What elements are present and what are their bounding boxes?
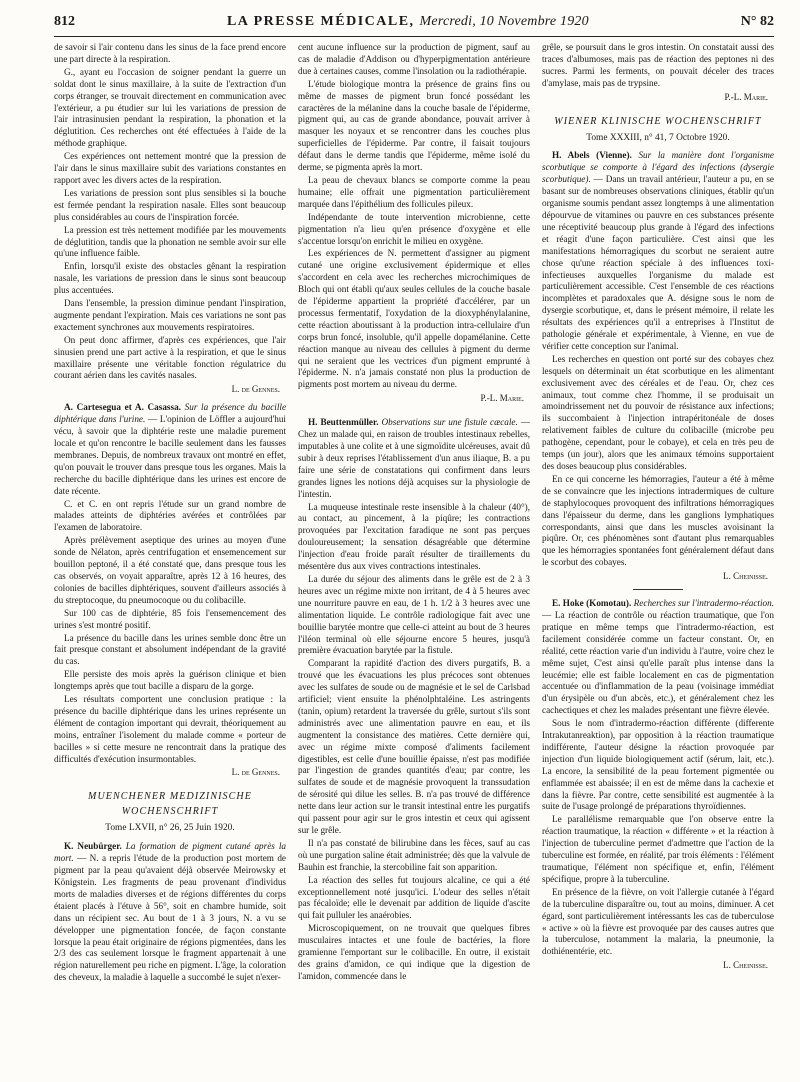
column-2 (298, 42, 530, 1072)
volume-line: Tome LXVII, n° 26, 25 Juin 1920. (105, 823, 235, 834)
paragraph: de savoir si l'air contenu dans les sinus de la face prend encore une part directe à la respiration. (54, 42, 286, 64)
columns (54, 42, 774, 1072)
article-text: — L'opinion de Löffler a aujourd'hui vécu, à savoir que la diphtérie reste une maladie purement locale et qu'on rencontre le bacille seulement dans les fausses membranes. Depuis, de nombreux travaux ont montré en effet, qu'on pouvait le trouver dans presque tous les organes. Mais la recherche du bacille diphtérique dans les urines est encore de date récente. (54, 414, 286, 496)
paragraph: Sur 100 cas de diphtérie, 85 fois l'ensemencement des urines s'est montré positif. (54, 607, 286, 630)
author-signature: L. Cheinisse. (723, 571, 768, 582)
issue-date: Mercredi, 10 Novembre 1920 (419, 14, 589, 29)
section-divider (633, 589, 683, 590)
article-title: Sur la manière dont l'organisme scorbutique se comporte à l'égard des infections (dysergie scorbutique). (542, 150, 774, 185)
article-title: Observations sur une fistule cæcale. (381, 417, 518, 428)
paragraph: La présence du bacille dans les urines semble donc être un fait presque constant et absolument indépendant de la gravité du cas. (54, 632, 286, 667)
paragraph: Ces expériences ont nettement montré que la pression de l'air dans le sinus maxillaire subit des variations constantes en rapport avec les divers actes de la respiration. (54, 151, 286, 185)
article-lead (54, 402, 286, 497)
journal-title: LA PRESSE MÉDICALE, (226, 14, 415, 29)
author-signature: L. de Gennes. (231, 384, 280, 395)
paragraph: L'étude biologique montra la présence de grains fins ou même de masses de pigment brun foncé possédant les caractères de la mélanine dans la couche basale de l'épiderme, pigment qui, au cas de grande abondance, pouvait arriver à masquer les noyaux et se rencontrer dans les couches plus superficielles de l'épiderme. Par contre, il faisait toujours défaut dans le derme tandis que l'épiderme, même isolé du derme, se pigmenta après la mort. (298, 78, 530, 173)
article-text: — N. a repris l'étude de la production post mortem de pigment par la peau qu'avaient déjà observée Meirowsky et Königstein. Les fragments de peau provenant d'individus morts de maladies diverses et de régions différentes du corps étaient placés à l'étuve à 56°, soit en chambre humide, soit dans un récipient sec. Au bout de 1 à 3 jours, N. a vu se développer une pigmentation foncée, de façon constante lorsque la peau était originaire de régions pigmentées, dans les 2/3 des cas seulement lorsque le fragment appartenait à une région naturellement peu riche en pigment. L'âge, la coloration des cheveux, la maladie à laquelle a succombé le sujet n'exer- (54, 853, 286, 983)
article-title: La formation de pigment cutané après la mort. (54, 841, 286, 864)
paragraph: La peau de chevaux blancs se comporte comme la peau humaine; elle offrait une pigmentation particulièrement marquée dans l'épithélium des follicules pileux. (298, 174, 530, 209)
author-signature: P.-L. Marie. (480, 393, 524, 404)
paragraph: G., ayant eu l'occasion de soigner pendant la guerre un soldat dont le sinus maxillaire, à la suite de l'extraction d'un corps étranger, se trouvait directement en communication avec l'extérieur, a pu étudier sur lui les variations de pression de l'air intrasinusien pendant la respiration, la phonation et la déglutition. Ces recherches ont été effectuées à l'aide de la méthode graphique. (54, 66, 286, 149)
paragraph: La réaction des selles fut toujours alcaline, ce qui a été exceptionnellement noté jusqu'ici. L'odeur des selles n'était pas fécaloïde; elle le devenait par addition de liquide d'ascite qui fait pulluler les anaérobies. (298, 874, 530, 921)
paragraph: Le parallélisme remarquable que l'on observe entre la réaction traumatique, la réaction « différente » et la réaction à l'injection de tuberculine permet d'admettre que l'action de la tuberculine est formée, en réalité, par trois éléments : l'élément traumatique, l'élément non spécifique et, enfin, l'élément spécifique, propre à la tuberculine. (542, 814, 774, 884)
article-title: Sur la présence du bacille diphtérique dans l'urine. (54, 402, 286, 425)
page-number: 812 (54, 14, 75, 29)
volume-line: Tome XXXIII, n° 41, 7 Octobre 1920. (586, 132, 730, 143)
paragraph: Dans l'ensemble, la pression diminue pendant l'inspiration, augmente pendant l'expiration. Mais ces variations ne sont pas exactement synchrones aux mouvements respiratoires. (54, 298, 286, 332)
journal-heading: MUENCHENER MEDIZINISCHE WOCHENSCHRIFT (88, 791, 252, 818)
paragraph: La durée du séjour des aliments dans le grêle est de 2 à 3 heures avec un régime mixte non irritant, de 4 à 5 heures avec une nourriture pauvre en eau, de 1 h. 1/2 à 3 heures avec une alimentation liquide. Le contrôle radiologique fait avec une bouillie barytée montre que celle-ci atteint au bout de 3 heures l'iléon terminal où elle séjourne encore 5 heures, jusqu'à première évacuation barytée par la fistule. (298, 573, 530, 656)
paragraph: Enfin, lorsqu'il existe des obstacles gênant la respiration nasale, les variations de pression dans le sinus sont beaucoup plus accentuées. (54, 261, 286, 296)
page-header (54, 14, 774, 37)
article-authors: K. Neubürger. (64, 841, 122, 852)
paragraph: Comparant la rapidité d'action des divers purgatifs, B. a trouvé que les évacuations les plus précoces sont obtenues avec les sulfates de soude ou de magnésie et le sel de Carlsbad artificiel; vient ensuite la phénolphtaléine. Les astringents (tanin, opium) retardent la traversée du grêle, surtout s'ils sont administrés avec une alimentation pauvre en eau, et ils augmentent la consistance des matières. Cette dernière qui, avec un régime mixte composé d'aliments facilement digestibles, est celle d'une bouillie épaisse, n'est pas modifiée par l'ingestion de grandes quantités d'eau; par contre, les sulfates de soude et de magnésie provoquent la transsudation de sérosité qui dilue les selles. B. n'a pas trouvé de différence nette dans leur action sur le transit intestinal entre les purgatifs qui passent pour agir sur le gros intestin et ceux qui agissent sur le grêle. (298, 658, 530, 835)
article-authors: A. Cartesegua et A. Casassa. (64, 402, 181, 413)
paragraph: Les variations de pression sont plus sensibles si la bouche est fermée pendant la respiration nasale. Elles sont beaucoup plus considérables au cours de l'inspiration forcée. (54, 187, 286, 222)
article-authors: E. Hoke (Komotau). (552, 598, 632, 609)
paragraph: En présence de la fièvre, on voit l'allergie cutanée à l'égard de la tuberculine disparaître ou, tout au moins, diminuer. A cet égard, sont particulièrement intéressants les cas de tuberculose « active » où la fièvre est provoquée par des causes autres que la tuberculose, notamment la malaria, la pneumonie, la dothiénentérie, etc. (542, 886, 774, 957)
paragraph: La pression est très nettement modifiée par les mouvements de déglutition, tandis que la phonation ne semble avoir sur elle qu'une influence faible. (54, 224, 286, 259)
paragraph: Indépendante de toute intervention microbienne, cette pigmentation n'a lieu qu'en présence d'oxygène et elle s'accentue lorsqu'on enrichit le milieu en oxygène. (298, 211, 530, 246)
author-signature: P.-L. Marie. (724, 91, 768, 102)
article-text: — Chez un malade qui, en raison de troubles intestinaux rebelles, imputables à une colite et à une sigmoïdite ulcéreuses, avait dû subir à deux reprises l'établissement d'un anus iliaque, B. a pu faire une série de constatations qui confirment dans leurs grandes lignes les notions déjà acquises sur la physiologie de l'intestin. (298, 417, 530, 499)
paragraph: C. et C. en ont repris l'étude sur un grand nombre de malades atteints de diphtéries avérées et contrôlées par l'examen de laboratoire. (54, 498, 286, 533)
paragraph: Après prélèvement aseptique des urines au moyen d'une sonde de Nélaton, après centrifugation et ensemencement sur bouillon peptoné, il a été constaté que, dans presque tous les cas observés, on voyait apparaître, après 12 à 16 heures, des colonies de bacilles diphtériques, souvent d'ailleurs associés à du streptocoque, du pneumocoque ou du colibacille. (54, 535, 286, 605)
article-title: Recherches sur l'intradermo-réaction. (633, 598, 774, 609)
paragraph: Microscopiquement, on ne trouvait que quelques fibres musculaires intactes et une foule de bactéries, la flore gramienne l'emportant sur le colibacille. En outre, il existait des grains d'amidon, ce qui indique que la digestion de l'amidon, commencée dans le (298, 923, 530, 981)
article-lead (54, 841, 286, 984)
paragraph: Sous le nom d'intradermo-réaction différente (differente Intrakutanreaktion), par opposition à la réaction traumatique indifférente, l'auteur désigne la réaction provoquée par injection d'un liquide biologiquement actif (sérum, lait, etc.). La encore, la sensibilité de la peau fortement pigmentée ou enflammée est abaissée; il en est de même dans la cachexie et dans la fièvre. Par contre, cette sensibilité est augmentée à la suite de l'usage prolongé de préparations thyroïdiennes. (542, 718, 774, 812)
article-lead (298, 417, 530, 500)
article-lead (542, 598, 774, 717)
paragraph: En ce qui concerne les hémorragies, l'auteur a été à même de se convaincre que les injections intradermiques de culture de staphylocoques provoquent des infiltrations hémorragiques dans l'épaisseur du derme, dans les ganglions lymphatiques correspondants, ainsi que dans les muscles avoisinant la piqûre. Or, ces phénomènes sont d'autant plus remarquables que les hémorragies spontanées font généralement défaut dans le scorbut des cobayes. (542, 473, 774, 568)
paragraph: La muqueuse intestinale reste insensible à la chaleur (40°), au contact, au pincement, à la piqûre; les contractions provoquées par l'excitation faradique ne sont pas perçues douloureusement; la sensation désagréable que détermine l'injection d'eau froide paraît résulter de tiraillements du mésentère dus aux vives contractions intestinales. (298, 501, 530, 572)
journal-heading: WIENER KLINISCHE WOCHENSCHRIFT (554, 115, 762, 127)
running-title (227, 14, 589, 30)
paragraph: cent aucune influence sur la production de pigment, sauf au cas de maladie d'Addison ou d'hyperpigmentation antérieure due à certaines causes, comme l'insolation ou la radiothérapie. (298, 42, 530, 76)
article-authors: H. Beuttenmüller. (308, 417, 379, 428)
paragraph: Les résultats comportent une conclusion pratique : la présence du bacille diphtérique dans les urines représente un élément de contagion important qui devrait, théoriquement au moins, entraîner l'isolement du malade comme « porteur de bacilles » si cette mesure ne rencontrait dans la pratique des difficultés d'exécution insurmontables. (54, 694, 286, 764)
paragraph: Il n'a pas constaté de bilirubine dans les fèces, sauf au cas où une purgation saline était administrée; dès que la valvule de Bauhin est franchie, la stercobiline fait son apparition. (298, 837, 530, 872)
column-3 (542, 42, 774, 1072)
paragraph: Elle persiste des mois après la guérison clinique et bien longtemps après que tout bacille a disparu de la gorge. (54, 669, 286, 692)
paragraph: Les expériences de N. permettent d'assigner au pigment cutané une origine exclusivement épidermique et elles s'accordent en cela avec les recherches microchimiques de Bloch qui ont établi qu'aux seules cellules de la couche basale de l'épiderme appartient la propriété d'accélérer, par un processus fermentatif, l'oxydation de la dioxyphénylalanine, cette réaction aboutissant à la production intra-cellulaire d'un corps brun foncé, insoluble, qu'il appelle dopamélanine. Cette réaction manque au niveau des cellules à pigment du derme qui ne seraient que les vectrices d'un pigment emprunté à l'épiderme. N. n'a jamais constaté non plus la production de pigments post mortem au niveau du derme. (298, 248, 530, 390)
paragraph: grêle, se poursuit dans le gros intestin. On constatait aussi des traces d'albumoses, mais pas de réaction des peptones ni des sucres. Parmi les ferments, on pouvait déceler des traces d'amylase, mais pas de trypsine. (542, 42, 774, 88)
issue-number: N° 82 (740, 14, 774, 29)
article-text: — Dans un travail antérieur, l'auteur a pu, en se basant sur de nombreuses observations cliniques, établir qu'un organisme soumis pendant assez longtemps à une alimentation dépourvue de vitamines ou pauvre en ces substances présente une réceptivité beaucoup plus grande à l'égard des infections et réagit d'une façon particulière. C'est ainsi que les manifestations hémorragiques du scorbut ne seraient autre chose qu'une réaction spéciale à des influences toxi-infectieuses auxquelles l'organisme du malade est particulièrement accessible. C'est l'ensemble de ces réactions incomplètes et paradoxales que A. désigne sous le nom de dysergie scorbutique, et, dans le présent mémoire, il relate les résultats des expériences qu'il a entreprises à l'Institut de pathologie générale et expérimentale, à Vienne, en vue de vérifier cette conception sur l'animal. (542, 174, 774, 351)
article-lead (542, 150, 774, 352)
article-authors: H. Abels (Vienne). (552, 150, 632, 161)
column-1 (54, 42, 286, 1072)
author-signature: L. Cheinisse. (723, 960, 768, 971)
paragraph: On peut donc affirmer, d'après ces expériences, que l'air sinusien prend une part active à la respiration, et que le sinus maxillaire présente une véritable fonction régulatrice du courant aérien dans les cavités nasales. (54, 334, 286, 381)
author-signature: L. de Gennes. (231, 767, 280, 778)
article-text: — La réaction de contrôle ou réaction traumatique, que l'on pratique en même temps que l'intradermo-réaction, est facilement considérée comme un facteur constant. Or, en réalité, cette réaction varie d'un individu à l'autre, voire chez le même sujet, C'est ainsi qu'elle paraît plus intense dans la leucémie; elle est faible localement en cas de pigmentation accentuée ou d'inflammation de la peau (voisinage immédiat d'un érysipèle ou d'un abcès, etc.), et généralement chez les cachectiques et chez les malades présentant une fièvre élevée. (542, 609, 774, 716)
paragraph: Les recherches en question ont porté sur des cobayes chez lesquels on déterminait un état scorbutique en les alimentant exclusivement avec des céréales et de l'eau. Or, chez ces animaux, tout comme chez l'homme, il se produisait un amoindrissement net du pouvoir de résistance aux infections; ils succombaient à l'injection intrapéritonéale de doses relativement faibles de culture du colibacille (microbe peu pathogène, cependant, pour le cobaye), et cela en très peu de temps (un jour), alors que les animaux témoins supportaient des doses beaucoup plus considérables. (542, 353, 774, 471)
